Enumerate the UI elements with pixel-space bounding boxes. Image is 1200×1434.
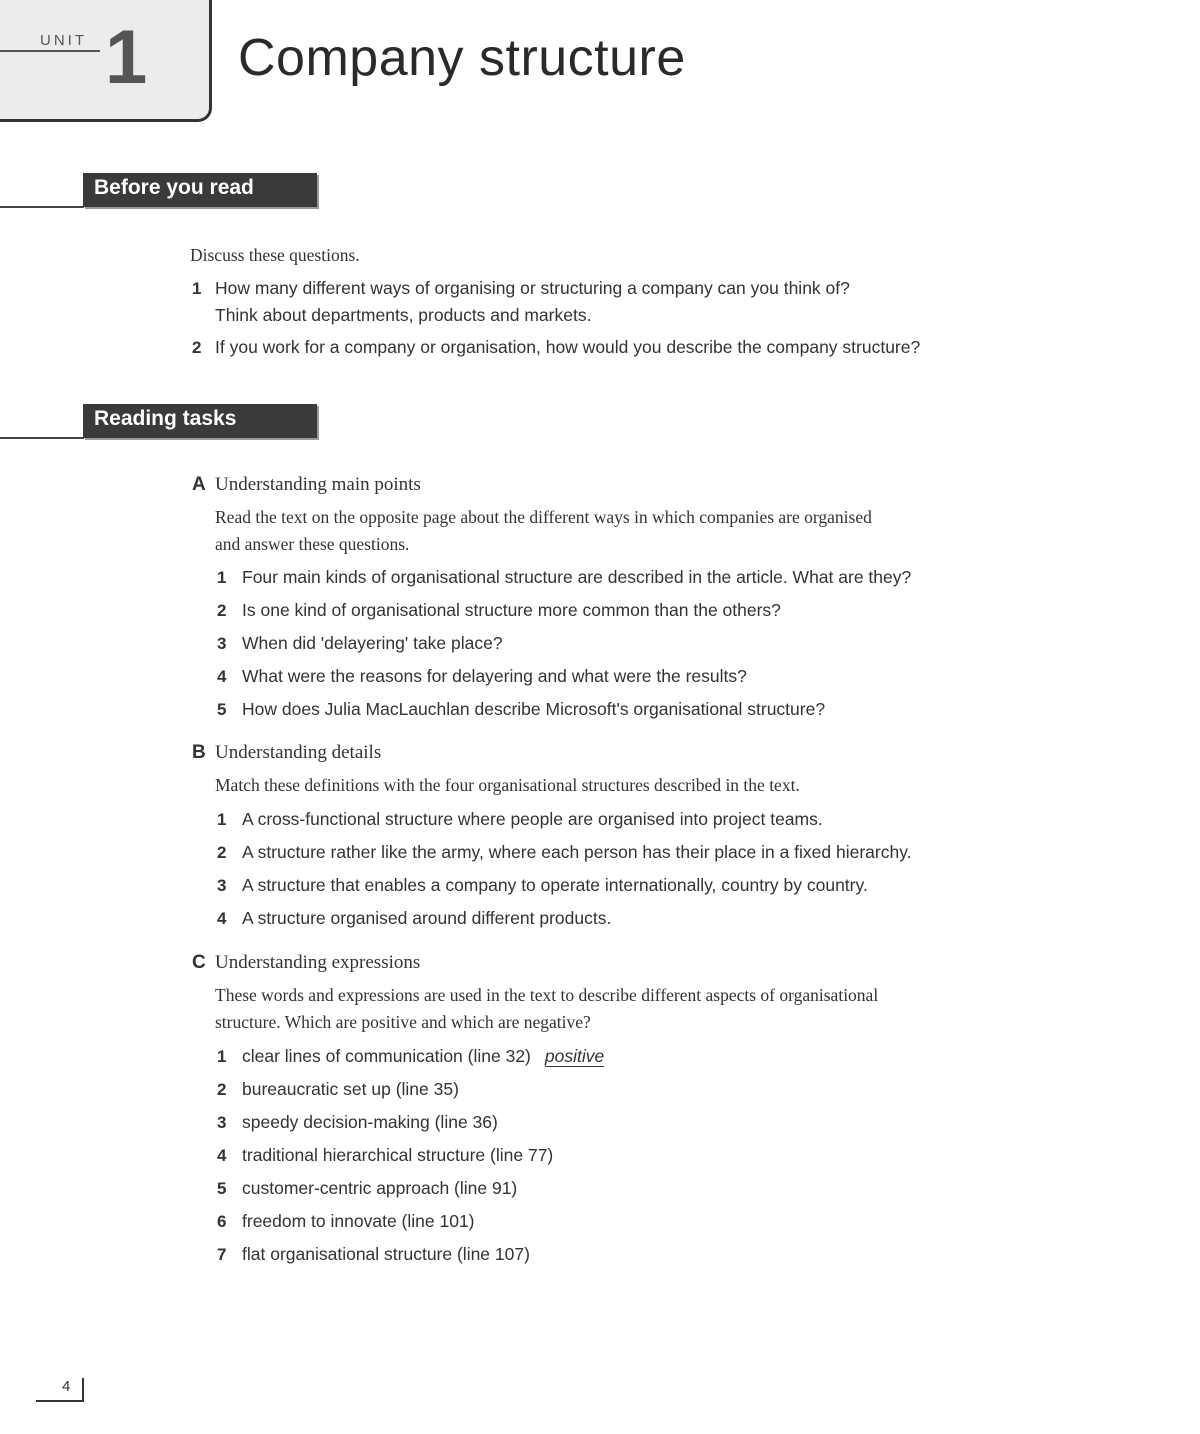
task-b-item: A structure rather like the army, where each person has their place in a fixed hierarchy. [242,842,912,862]
task-b-item-number: 3 [217,876,227,895]
task-b-item: A structure that enables a company to operate internationally, country by country. [242,875,868,895]
page-number: 4 [62,1378,71,1395]
task-b-instruction: Match these definitions with the four organisational structures described in the text. [215,775,800,795]
task-c-title: Understanding expressions [215,952,421,973]
task-c-item-text: clear lines of communication (line 32) [242,1046,531,1066]
before-q1-line2: Think about departments, products and markets. [215,305,592,325]
folio-bar [82,1378,84,1402]
example-answer: positive [544,1046,605,1066]
unit-label: UNIT [40,32,87,49]
task-c-item [242,1046,604,1067]
task-b-item: A cross-functional structure where people are organised into project teams. [242,809,823,829]
task-c-item-number: 3 [217,1113,227,1132]
task-a-item-number: 1 [217,568,227,587]
unit-number: 1 [105,15,148,100]
task-a-item: What were the reasons for delayering and what were the results? [242,666,747,686]
task-c-item-number: 2 [217,1080,227,1099]
section-heading-before: Before you read [83,173,317,207]
task-c-item: traditional hierarchical structure (line 77) [242,1145,554,1165]
task-a-item: Four main kinds of organisational structure are described in the article. What are they? [242,567,912,587]
before-q2-number: 2 [192,338,202,357]
section-rule [0,206,84,208]
task-a-item-number: 3 [217,634,227,653]
task-c-item: speedy decision-making (line 36) [242,1112,498,1132]
task-c-item: customer-centric approach (line 91) [242,1178,518,1198]
page-title: Company structure [238,29,686,87]
task-a-item: Is one kind of organisational structure more common than the others? [242,600,781,620]
task-c-item-number: 6 [217,1212,227,1231]
task-b-item-number: 2 [217,843,227,862]
folio-rule [36,1400,84,1402]
task-a-letter: A [192,474,206,495]
task-b-item-number: 4 [217,909,227,928]
section-rule [0,437,84,439]
task-a-instruction-line2: and answer these questions. [215,534,410,554]
task-c-item-number: 7 [217,1245,227,1264]
task-a-item-number: 2 [217,601,227,620]
task-c-item-number: 4 [217,1146,227,1165]
task-a-item-number: 4 [217,667,227,686]
task-c-item-number: 1 [217,1047,227,1066]
task-c-item: flat organisational structure (line 107) [242,1244,530,1264]
task-c-item-number: 5 [217,1179,227,1198]
task-c-item: bureaucratic set up (line 35) [242,1079,459,1099]
before-intro: Discuss these questions. [190,245,360,265]
section-heading-reading: Reading tasks [83,404,317,438]
task-c-instruction-line1: These words and expressions are used in the text to describe different aspects of organisational [215,985,879,1005]
before-q1-line1: How many different ways of organising or structuring a company can you think of? [215,278,850,298]
before-q2-text: If you work for a company or organisation, how would you describe the company structure? [215,337,921,357]
task-c-item: freedom to innovate (line 101) [242,1211,475,1231]
unit-rule [0,50,100,52]
task-b-title: Understanding details [215,742,382,763]
task-c-letter: C [192,952,206,973]
task-b-item: A structure organised around different products. [242,908,612,928]
task-c-instruction-line2: structure. Which are positive and which are negative? [215,1012,591,1032]
task-a-item-number: 5 [217,700,227,719]
task-a-title: Understanding main points [215,474,421,495]
task-a-item: When did 'delayering' take place? [242,633,503,653]
task-a-item: How does Julia MacLauchlan describe Microsoft's organisational structure? [242,699,826,719]
task-b-item-number: 1 [217,810,227,829]
task-a-instruction-line1: Read the text on the opposite page about the different ways in which companies are organised [215,507,872,527]
task-b-letter: B [192,742,206,763]
before-q1-number: 1 [192,279,202,298]
